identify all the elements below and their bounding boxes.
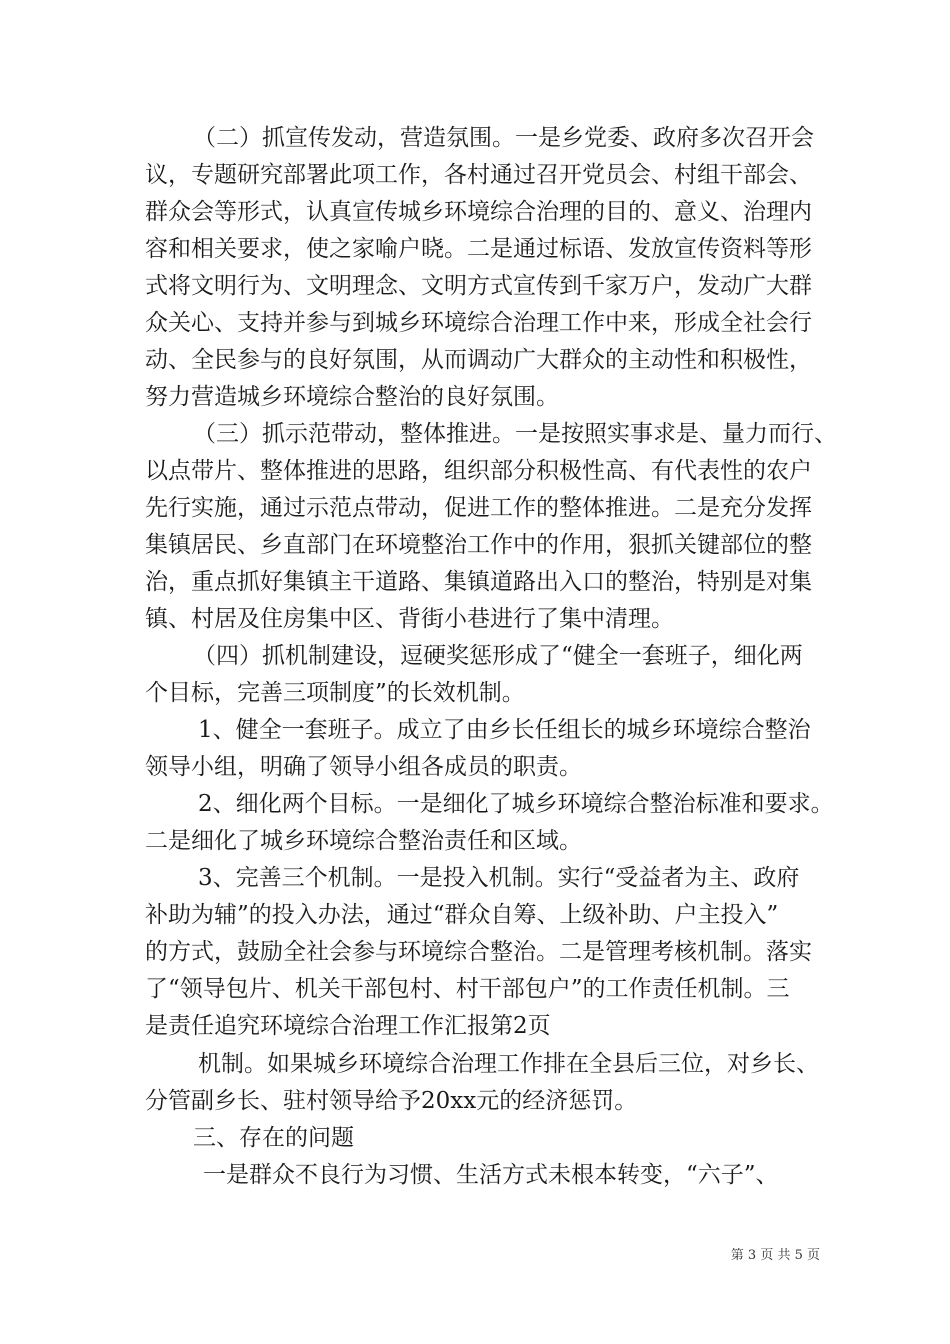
paragraph-line: 治，重点抓好集镇主干道路、集镇道路出入口的整治，特别是对集 [145, 569, 812, 595]
paragraph-line: （三）抓示范带动，整体推进。一是按照实事求是、量力而行、 [193, 421, 837, 447]
paragraph-line: 以点带片、整体推进的思路，组织部分积极性高、有代表性的农户 [145, 458, 812, 484]
paragraph-line: （四）抓机制建设，逗硬奖惩形成了“健全一套班子，细化两 [193, 643, 803, 669]
paragraph-line: 是责任追究环境综合治理工作汇报第2页 [145, 1013, 551, 1039]
paragraph-line: （二）抓宣传发动，营造氛围。一是乡党委、政府多次召开会 [193, 125, 814, 151]
paragraph-line: 镇、村居及住房集中区、背街小巷进行了集中清理。 [145, 606, 674, 632]
paragraph-line: 式将文明行为、文明理念、文明方式宣传到千家万户，发动广大群 [145, 273, 812, 299]
paragraph-line: 了“领导包片、机关干部包村、村干部包户”的工作责任机制。三 [145, 976, 790, 1002]
paragraph-line: 机制。如果城乡环境综合治理工作排在全县后三位，对乡长、 [198, 1051, 819, 1077]
paragraph-line: 众关心、支持并参与到城乡环境综合治理工作中来，形成全社会行 [145, 310, 812, 336]
paragraph-line: 容和相关要求，使之家喻户晓。二是通过标语、发放宣传资料等形 [145, 236, 812, 262]
paragraph-line: 的方式，鼓励全社会参与环境综合整治。二是管理考核机制。落实 [145, 939, 812, 965]
paragraph-line: 领导小组，明确了领导小组各成员的职责。 [145, 754, 582, 780]
paragraph-line: 补助为辅”的投入办法，通过“群众自筹、上级补助、户主投入” [145, 902, 779, 928]
paragraph-line: 分管副乡长、驻村领导给予20xx元的经济惩罚。 [145, 1088, 638, 1114]
paragraph-line: 努力营造城乡环境综合整治的良好氛围。 [145, 384, 559, 410]
paragraph-line: 群众会等形式，认真宣传城乡环境综合治理的目的、意义、治理内 [145, 199, 812, 225]
paragraph-line: 一是群众不良行为习惯、生活方式未根本转变，“六子”、 [203, 1162, 779, 1188]
paragraph-line: 先行实施，通过示范点带动，促进工作的整体推进。二是充分发挥 [145, 495, 812, 521]
paragraph-line: 3、完善三个机制。一是投入机制。实行“受益者为主、政府 [198, 865, 800, 891]
paragraph-line: 1、健全一套班子。成立了由乡长任组长的城乡环境综合整治 [198, 717, 811, 743]
section-heading: 三、存在的问题 [193, 1125, 354, 1151]
paragraph-line: 2、细化两个目标。一是细化了城乡环境综合整治标准和要求。 [198, 791, 834, 817]
page-number: 第 3 页 共 5 页 [730, 1248, 820, 1263]
paragraph-line: 集镇居民、乡直部门在环境整治工作中的作用，狠抓关键部位的整 [145, 532, 812, 558]
paragraph-line: 议，专题研究部署此项工作，各村通过召开党员会、村组干部会、 [145, 162, 812, 188]
paragraph-line: 二是细化了城乡环境综合整治责任和区域。 [145, 828, 582, 854]
paragraph-line: 个目标，完善三项制度”的长效机制。 [145, 680, 525, 706]
paragraph-line: 动、全民参与的良好氛围，从而调动广大群众的主动性和积极性， [145, 347, 812, 373]
